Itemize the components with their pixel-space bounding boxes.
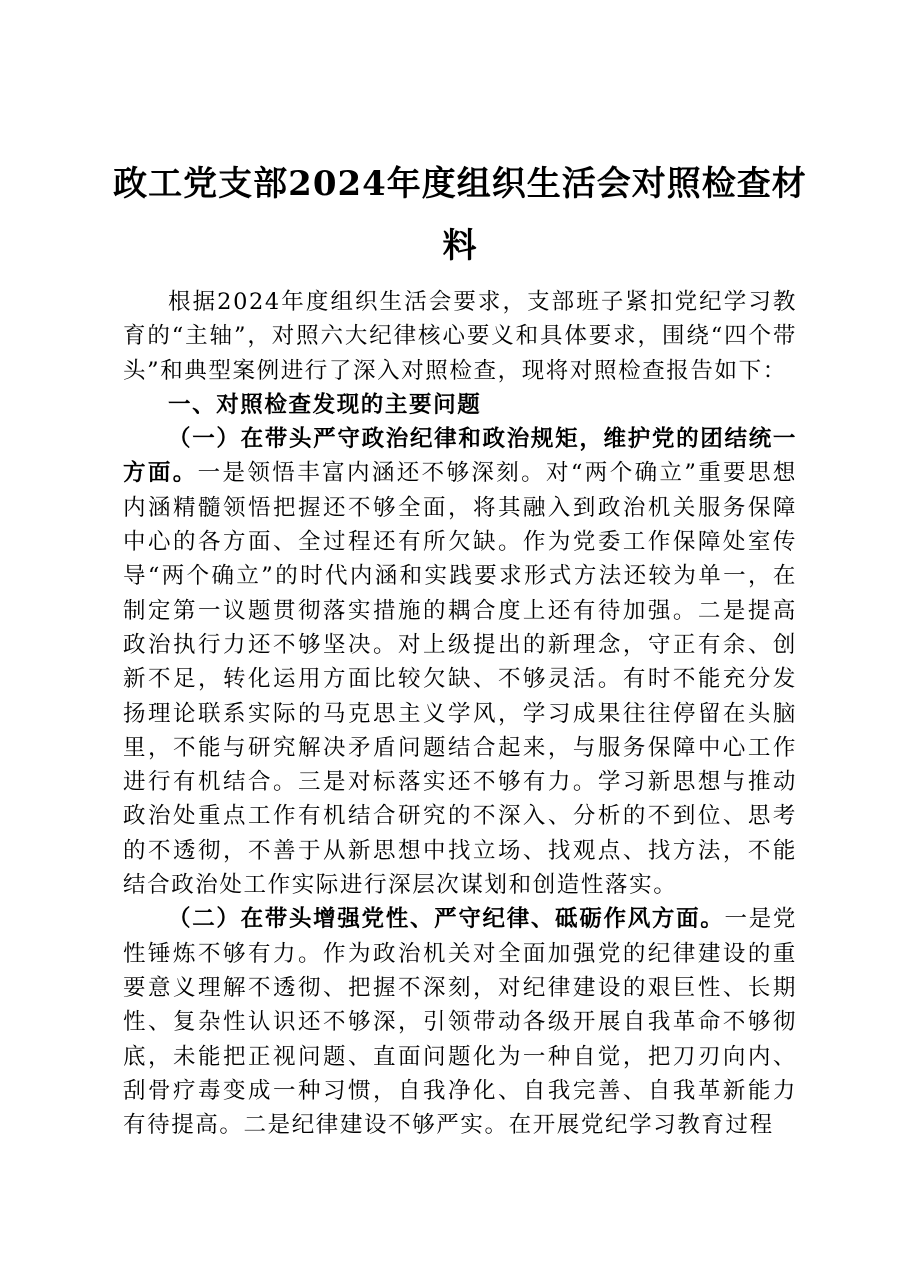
item1-paragraph [123, 422, 797, 902]
item1-title: （一）在带头严守政治纪律和政治规矩，维护党的团结统一方面。 [123, 426, 797, 487]
section-heading: 一、对照检查发现的主要问题 [168, 391, 482, 418]
document-title-line2: 料 [442, 226, 478, 266]
document-body [123, 285, 797, 1142]
item1-body: 一是领悟丰富内涵还不够深刻。对“两个确立”重要思想内涵精髓领悟把握还不够全面，将其融入到政治机关服务保障中心的各方面、全过程还有所欠缺。作为党委工作保障处室传导“两个确立”的时代内涵和实践要求形式方法还较为单一，在制定第一议题贯彻落实措施的耦合度上还有待加强。二是提高政治执行力还不够坚决。对上级提出的新理念，守正有余、创新不足，转化运用方面比较欠缺、不够灵活。有时不能充分发扬理论联系实际的马克思主义学风，学习成果往往停留在头脑里，不能与研究解决矛盾问题结合起来，与服务保障中心工作进行有机结合。三是对标落实还不够有力。学习新思想与推动政治处重点工作有机结合研究的不深入、分析的不到位、思考的不透彻，不善于从新思想中找立场、找观点、找方法，不能结合政治处工作实际进行深层次谋划和创造性落实。 [123, 460, 797, 899]
document-title-line1: 政工党支部2024年度组织生活会对照检查材 [113, 164, 807, 204]
intro-paragraph: 根据2024年度组织生活会要求，支部班子紧扣党纪学习教育的“主轴”，对照六大纪律核心要义和具体要求，围绕“四个带头”和典型案例进行了深入对照检查，现将对照检查报告如下： [123, 289, 797, 384]
item2-body: 一是党性锤炼不够有力。作为政治机关对全面加强党的纪律建设的重要意义理解不透彻、把握不深刻，对纪律建设的艰巨性、长期性、复杂性认识还不够深，引领带动各级开展自我革命不够彻底，未能把正视问题、直面问题化为一种自觉，把刀刃向内、刮骨疗毒变成一种习惯，自我净化、自我完善、自我革新能力有待提高。二是纪律建设不够严实。在开展党纪学习教育过程 [123, 906, 797, 1139]
item2-title: （二）在带头增强党性、严守纪律、砥砺作风方面。 [168, 906, 725, 933]
item2-paragraph [123, 902, 797, 1142]
